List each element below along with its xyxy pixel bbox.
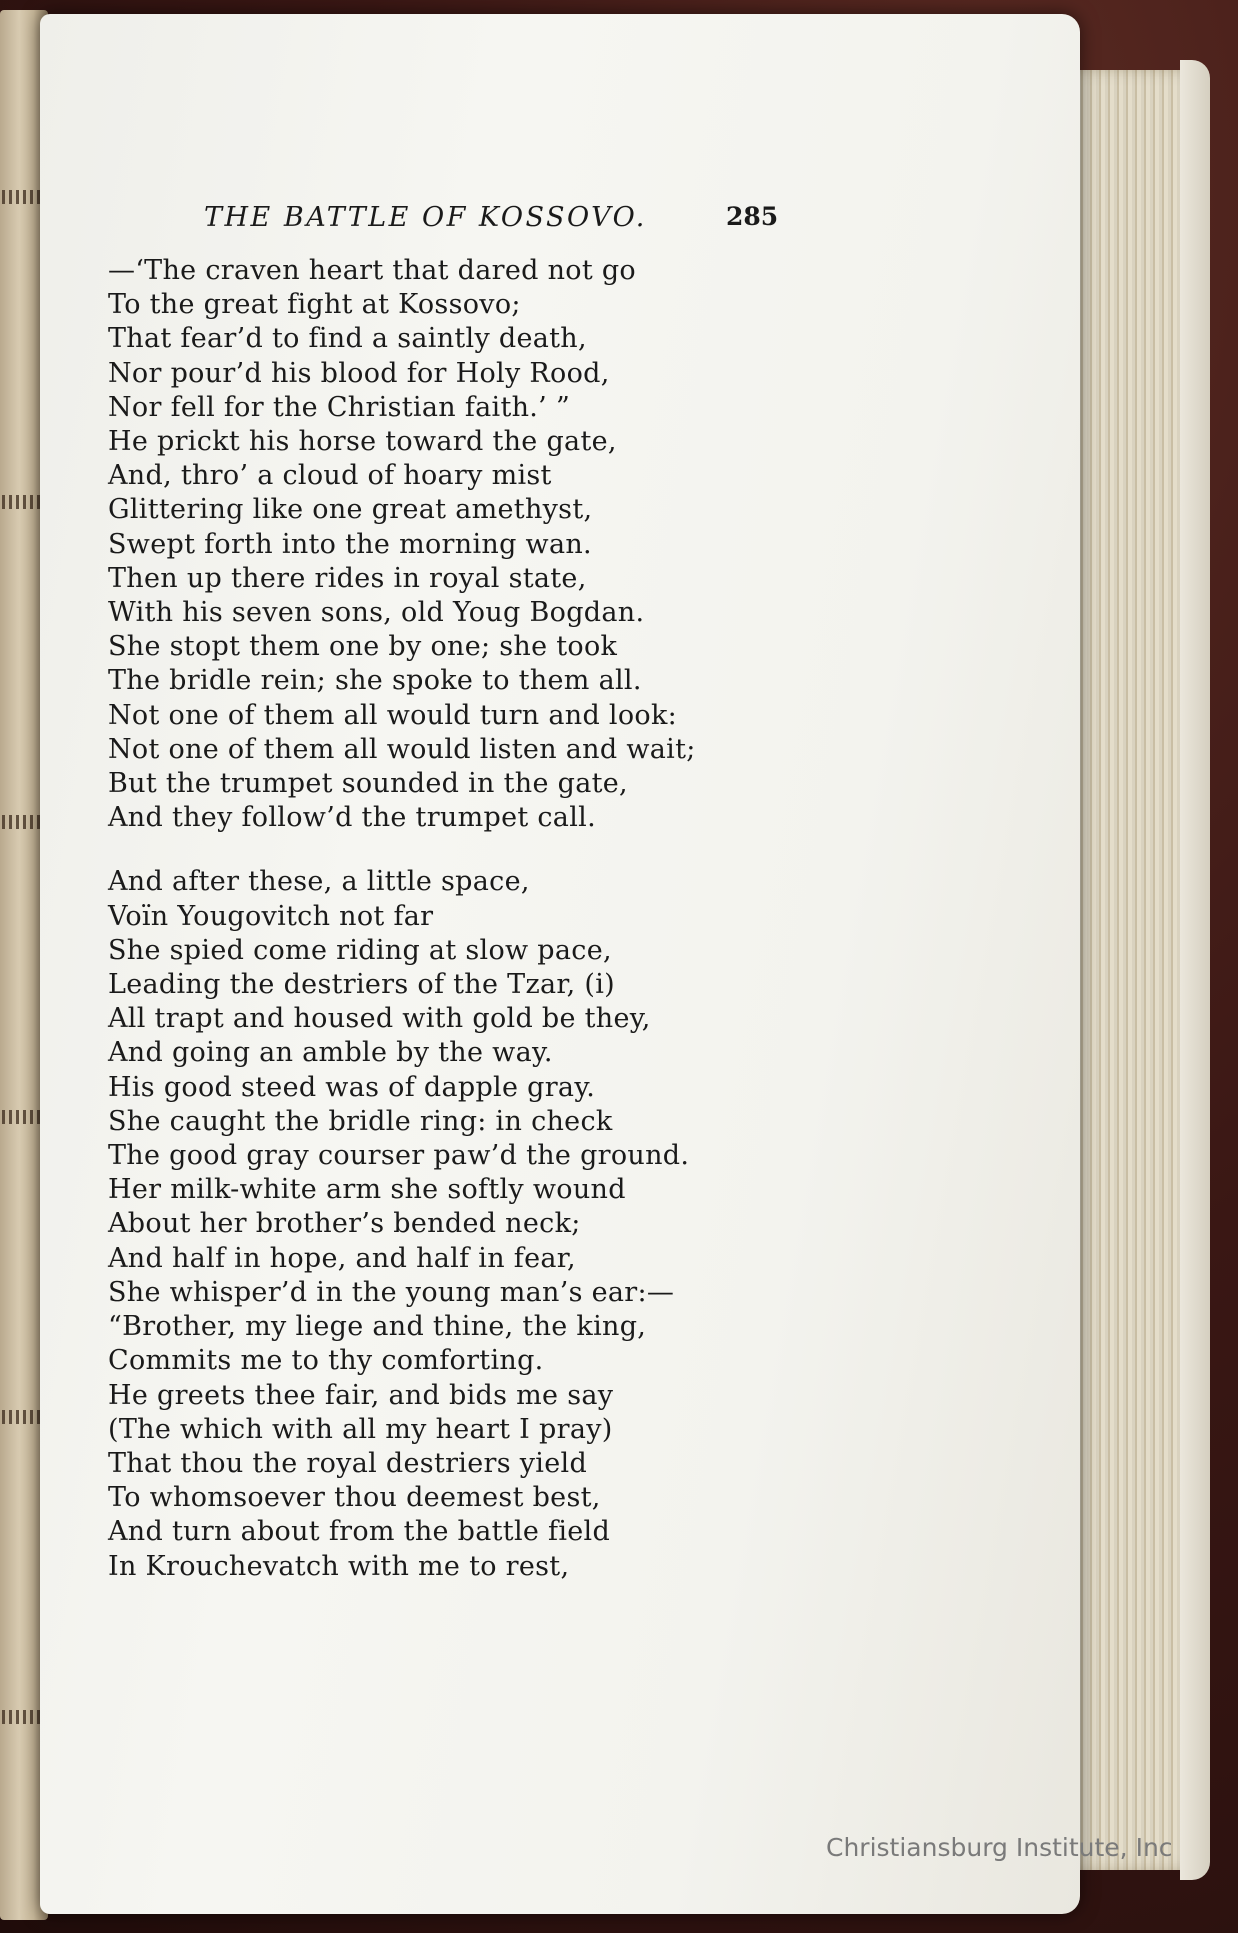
watermark: Christiansburg Institute, Inc	[826, 1833, 1173, 1862]
poem-line: Leading the destriers of the Tzar, (i)	[108, 969, 615, 1001]
running-head	[204, 200, 828, 254]
poem-line: That fear’d to find a saintly death,	[108, 323, 587, 355]
poem-line: And they follow’d the trumpet call.	[108, 802, 596, 834]
poem-body	[108, 254, 828, 1584]
page-content	[108, 200, 828, 1584]
poem-line: But the trumpet sounded in the gate,	[108, 768, 628, 800]
poem-line: His good steed was of dapple gray.	[108, 1071, 596, 1103]
stanza	[108, 254, 828, 835]
poem-line: He greets thee fair, and bids me say	[108, 1379, 614, 1411]
poem-line: —‘The craven heart that dared not go	[108, 255, 636, 286]
page-stack-edge-highlight	[1180, 60, 1210, 1880]
poem-line: Commits me to thy comforting.	[108, 1345, 544, 1377]
page-number: 285	[726, 202, 779, 231]
stitch-mark	[2, 1710, 42, 1724]
poem-line: In Krouchevatch with me to rest,	[108, 1550, 570, 1582]
poem-line: About her brother’s bended neck;	[108, 1208, 581, 1240]
poem-line: She caught the bridle ring: in check	[108, 1105, 613, 1137]
poem-line: All trapt and housed with gold be they,	[108, 1003, 651, 1035]
poem-line: The bridle rein; she spoke to them all.	[108, 665, 642, 697]
poem-line: And going an amble by the way.	[108, 1037, 553, 1069]
poem-line: She whisper’d in the young man’s ear:—	[108, 1276, 675, 1308]
poem-line: That thou the royal destriers yield	[108, 1447, 588, 1479]
stitch-mark	[2, 495, 42, 509]
poem-line: And turn about from the battle field	[108, 1516, 611, 1548]
poem-line: And half in hope, and half in fear,	[108, 1242, 576, 1274]
poem-line: Voïn Yougovitch not far	[108, 900, 434, 932]
poem-line: Glittering like one great amethyst,	[108, 494, 593, 526]
stitch-mark	[2, 190, 42, 204]
poem-line: Then up there rides in royal state,	[108, 562, 587, 594]
poem-line: Nor pour’d his blood for Holy Rood,	[108, 357, 610, 389]
poem-line: Not one of them all would turn and look:	[108, 699, 678, 731]
poem-line: Swept forth into the morning wan.	[108, 528, 592, 560]
running-title: THE BATTLE OF KOSSOVO.	[204, 202, 647, 233]
stitch-mark	[2, 1110, 42, 1124]
poem-line: She stopt them one by one; she took	[108, 631, 618, 663]
poem-line: (The which with all my heart I pray)	[108, 1413, 613, 1445]
poem-line: And, thro’ a cloud of hoary mist	[108, 460, 552, 492]
poem-line: He prickt his horse toward the gate,	[108, 426, 617, 458]
poem-line: “Brother, my liege and thine, the king,	[108, 1311, 647, 1343]
poem-line: Nor fell for the Christian faith.’ ”	[108, 391, 571, 423]
poem-line: Not one of them all would listen and wait;	[108, 733, 696, 765]
poem-line: To whomsoever thou deemest best,	[108, 1482, 601, 1514]
poem-line: With his seven sons, old Youg Bogdan.	[108, 597, 645, 629]
poem-line: She spied come riding at slow pace,	[108, 934, 612, 966]
poem-line: The good gray courser paw’d the ground.	[108, 1140, 690, 1172]
poem-line: Her milk-white arm she softly wound	[108, 1174, 626, 1206]
poem-line: To the great fight at Kossovo;	[108, 289, 521, 321]
stitch-mark	[2, 815, 42, 829]
stitch-mark	[2, 1410, 42, 1424]
stanza	[108, 865, 828, 1583]
poem-line: And after these, a little space,	[108, 866, 530, 898]
